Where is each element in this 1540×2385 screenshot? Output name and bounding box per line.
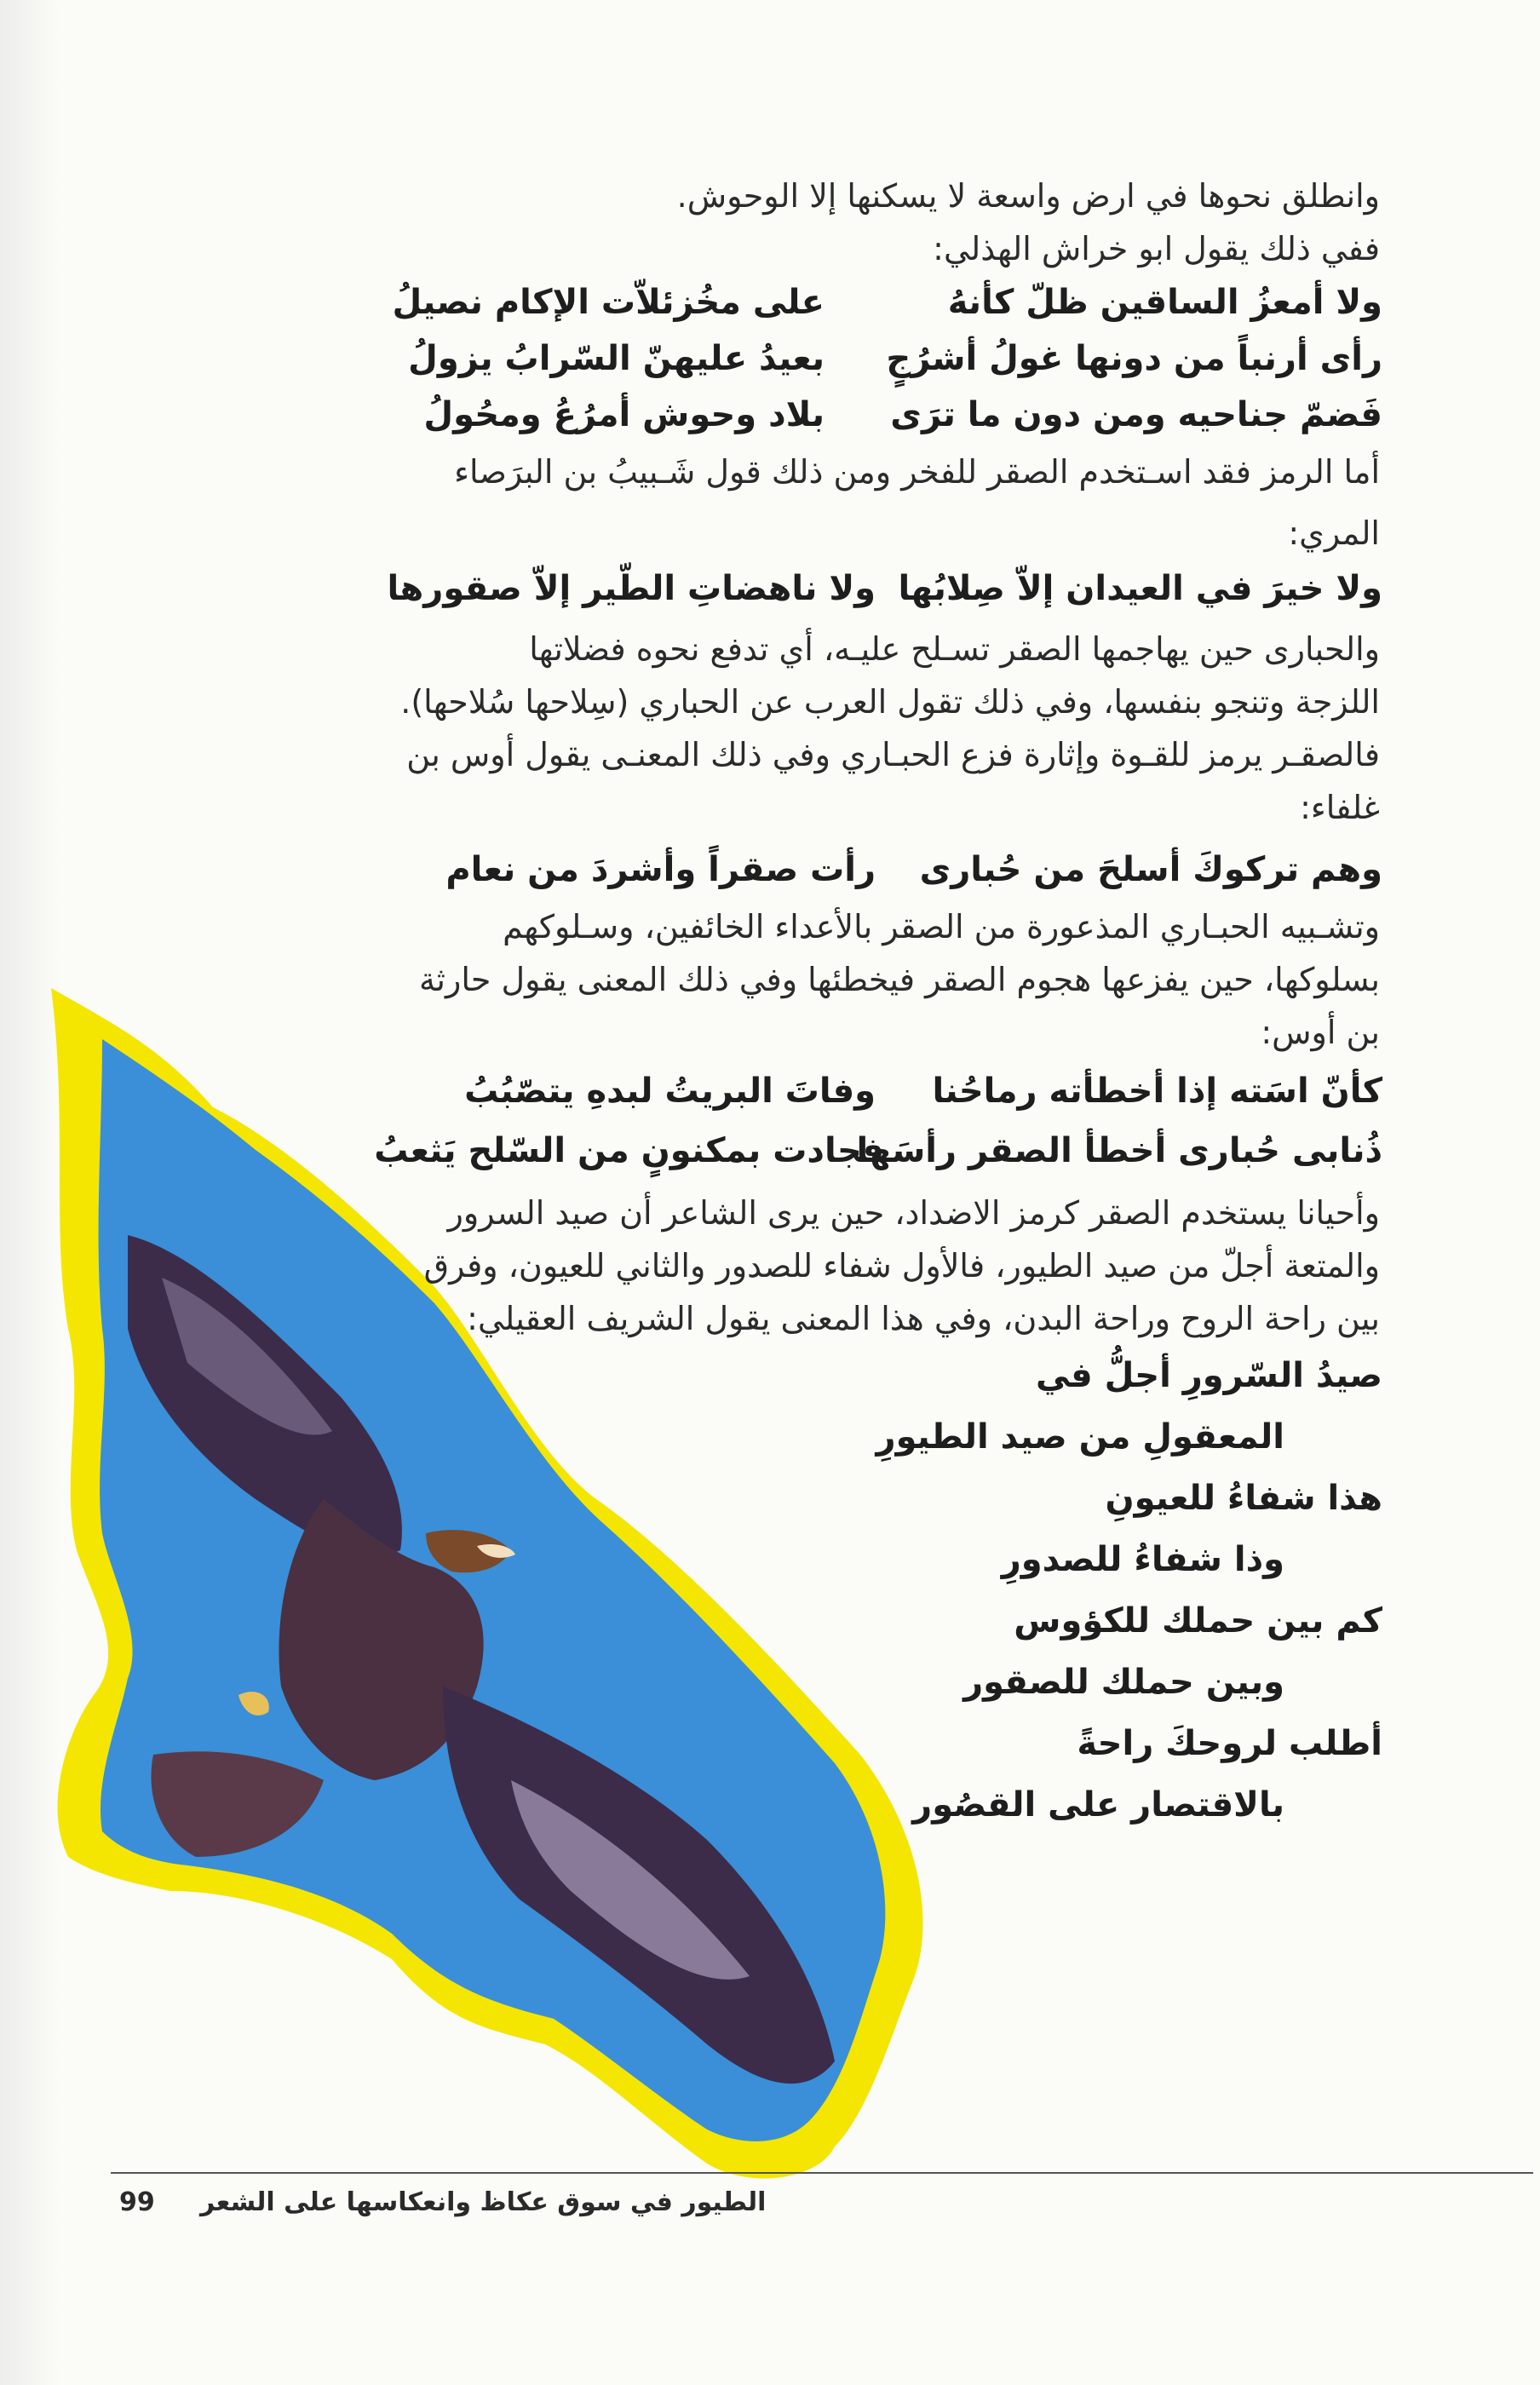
poem-line: هذا شفاءُ للعيونِ [1105,1479,1382,1518]
verse-first-hemistich: ولا خيرَ في العيدان إلاّ صِلابُها [898,569,1382,608]
poem-line: وذا شفاءُ للصدورِ [1001,1540,1284,1579]
verse-first-hemistich: ولا أمعزُ الساقين ظلّ كأنهُ [947,283,1382,322]
verse-first-hemistich: رأى أرنباً من دونها غولُ أشرُجٍ [886,339,1382,378]
verse-second-hemistich: رأت صقراً وأشردَ من نعام [445,850,876,889]
paragraph-line: أما الرمز فقد اسـتخدم الصقر للفخر ومن ذلك قول شَـبيبُ بن البرَصاء [454,453,1380,491]
paragraph-line: والمتعة أجلّ من صيد الطيور، فالأول شفاء للصدور والثاني للعيون، وفرق [423,1247,1380,1284]
paragraph-line: بسلوكها، حين يفزعها هجوم الصقر فيخطئها وفي ذلك المعنى يقول حارثة [419,961,1380,998]
verse-first-hemistich: فَضمّ جناحيه ومن دون ما ترَى [890,395,1382,434]
verse-first-hemistich: وهم تركوكَ أسلحَ من حُبارى [919,850,1382,889]
poem-line: أطلب لروحكَ راحةً [1077,1724,1382,1763]
paragraph-line: والحبارى حين يهاجمها الصقر تسـلح عليـه، أي تدفع نحوه فضلاتها [529,630,1380,668]
verse-second-hemistich: على مخُزئلاّت الإكام نصيلُ [392,283,825,322]
paragraph-line: اللزجة وتنجو بنفسها، وفي ذلك تقول العرب عن الحباري (سِلاحها سُلاحها). [400,683,1380,721]
paragraph-line: ففي ذلك يقول ابو خراش الهذلي: [933,230,1380,267]
paragraph-line: وأحيانا يستخدم الصقر كرمز الاضداد، حين يرى الشاعر أن صيد السرور [447,1194,1380,1232]
paragraph-line: فالصقـر يرمز للقـوة وإثارة فزع الحبـاري وفي ذلك المعنـى يقول أوس بن [406,736,1380,773]
poem-line: بالاقتصار على القصُور [912,1785,1284,1825]
running-title: الطيور في سوق عكاظ وانعكاسها على الشعر [200,2187,767,2217]
verse-first-hemistich: ذُنابى حُبارى أخطأ الصقر رأسَها [856,1131,1382,1170]
paragraph-line: غلفاء: [1300,789,1380,826]
paragraph-line: وتشـبيه الحبـاري المذعورة من الصقر بالأعداء الخائفين، وسـلوكهم [503,908,1380,945]
verse-second-hemistich: ولا ناهضاتِ الطّير إلاّ صقورها [387,569,876,608]
poem-line: وبين حملك للصقور [963,1663,1284,1702]
page-number: 99 [119,2187,155,2217]
poem-line: المعقولِ من صيد الطيورِ [876,1417,1284,1457]
paragraph-line: بن أوس: [1261,1014,1380,1051]
poem-line: صيدُ السّرورِ أجلُّ في [1036,1356,1382,1395]
paragraph-line: بين راحة الروح وراحة البدن، وفي هذا المعنى يقول الشريف العقيلي: [467,1300,1380,1337]
paragraph-line: وانطلق نحوها في ارض واسعة لا يسكنها إلا الوحوش. [676,177,1380,215]
verse-second-hemistich: وفاتَ البريتُ لبدهِ يتصّبُبُ [464,1072,876,1111]
poem-line: كم بين حملك للكؤوس [1014,1601,1382,1641]
verse-second-hemistich: فجادت بمكنونٍ من السّلح يَثعبُ [374,1131,884,1170]
verse-second-hemistich: بلاد وحوش أمرُعُ ومحُولُ [423,395,825,434]
verse-first-hemistich: كأنّ اسَته إذا أخطأته رماحُنا [932,1072,1382,1111]
paragraph-line: المري: [1288,514,1380,552]
footer-rule [111,2172,1533,2174]
verse-second-hemistich: بعيدُ عليهنّ السّرابُ يزولُ [408,339,825,378]
